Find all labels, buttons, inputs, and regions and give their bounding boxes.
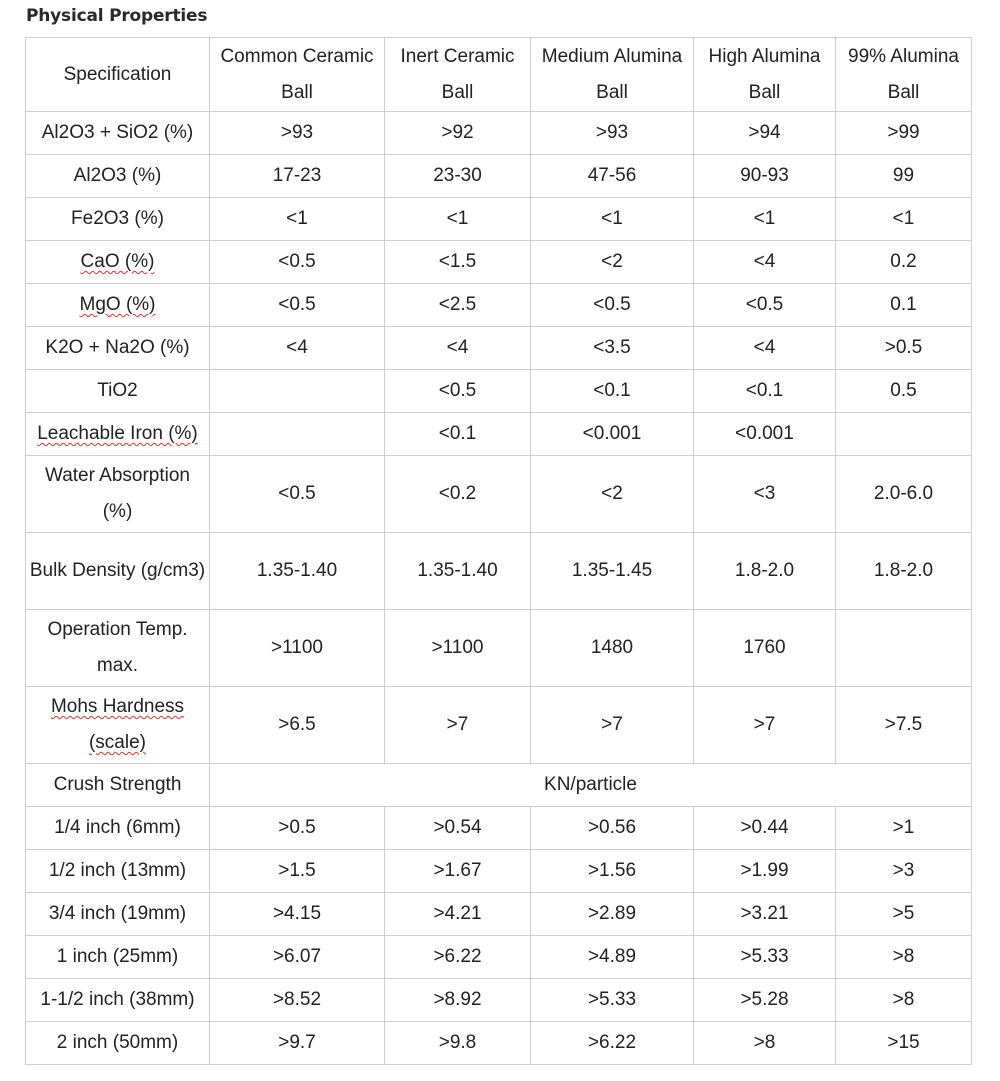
row-label: Al2O3 (%)	[26, 155, 210, 198]
table-cell: <1	[694, 198, 836, 241]
row-label: 1/2 inch (13mm)	[26, 850, 210, 893]
row-label: Water Absorption (%)	[26, 456, 210, 533]
table-cell: >8	[836, 979, 972, 1022]
table-cell: <1	[531, 198, 694, 241]
table-row	[26, 850, 972, 893]
table-cell: >9.7	[210, 1022, 385, 1065]
properties-table	[25, 37, 972, 1065]
row-label-text: MgO (%)	[79, 294, 156, 315]
table-cell: >9.8	[385, 1022, 531, 1065]
row-label: Al2O3 + SiO2 (%)	[26, 112, 210, 155]
table-cell: >1.56	[531, 850, 694, 893]
table-cell	[836, 610, 972, 687]
table-cell: <3.5	[531, 327, 694, 370]
table-cell: <4	[385, 327, 531, 370]
table-cell: >1.99	[694, 850, 836, 893]
table-cell: >6.5	[210, 687, 385, 764]
table-row	[26, 687, 972, 764]
table-cell: >7.5	[836, 687, 972, 764]
table-cell: >2.89	[531, 893, 694, 936]
table-cell: <1	[836, 198, 972, 241]
table-cell: >4.89	[531, 936, 694, 979]
table-cell: >0.44	[694, 807, 836, 850]
row-label	[26, 413, 210, 456]
crush-strength-unit: KN/particle	[210, 764, 972, 807]
table-row	[26, 413, 972, 456]
table-cell: <0.5	[210, 456, 385, 533]
table-cell: <0.5	[210, 241, 385, 284]
table-cell: <0.5	[694, 284, 836, 327]
table-row	[26, 610, 972, 687]
table-cell: >8.92	[385, 979, 531, 1022]
table-cell: >1100	[210, 610, 385, 687]
table-cell: >0.56	[531, 807, 694, 850]
table-cell: <2	[531, 241, 694, 284]
table-cell: >15	[836, 1022, 972, 1065]
table-cell: 17-23	[210, 155, 385, 198]
row-label	[26, 687, 210, 764]
table-cell: >8.52	[210, 979, 385, 1022]
crush-strength-row	[26, 764, 972, 807]
table-cell: 0.1	[836, 284, 972, 327]
table-cell: >0.54	[385, 807, 531, 850]
table-cell: 0.5	[836, 370, 972, 413]
row-label	[26, 241, 210, 284]
table-row	[26, 241, 972, 284]
table-cell: >5.33	[531, 979, 694, 1022]
table-cell: <2.5	[385, 284, 531, 327]
row-label: 2 inch (50mm)	[26, 1022, 210, 1065]
table-cell: 1.35-1.40	[210, 533, 385, 610]
table-cell: <0.001	[694, 413, 836, 456]
table-cell: >5.33	[694, 936, 836, 979]
table-cell: >1100	[385, 610, 531, 687]
row-label: TiO2	[26, 370, 210, 413]
table-cell: >0.5	[210, 807, 385, 850]
table-cell: 47-56	[531, 155, 694, 198]
table-cell: 23-30	[385, 155, 531, 198]
row-label: 3/4 inch (19mm)	[26, 893, 210, 936]
table-row	[26, 807, 972, 850]
row-label: 1 inch (25mm)	[26, 936, 210, 979]
table-row	[26, 456, 972, 533]
table-cell: >92	[385, 112, 531, 155]
table-cell: <0.5	[210, 284, 385, 327]
table-cell: >7	[385, 687, 531, 764]
table-cell: <0.2	[385, 456, 531, 533]
table-cell: <1.5	[385, 241, 531, 284]
table-cell: <0.1	[531, 370, 694, 413]
table-cell	[836, 413, 972, 456]
table-row	[26, 198, 972, 241]
table-row	[26, 327, 972, 370]
header-high-alumina-ball: High Alumina Ball	[694, 38, 836, 112]
table-row	[26, 893, 972, 936]
row-label: Bulk Density (g/cm3)	[26, 533, 210, 610]
header-inert-ceramic-ball: Inert Ceramic Ball	[385, 38, 531, 112]
table-cell: <0.1	[385, 413, 531, 456]
table-cell: >0.5	[836, 327, 972, 370]
crush-strength-label: Crush Strength	[26, 764, 210, 807]
row-label-text: Mohs Hardness (scale)	[50, 696, 185, 753]
row-label: 1-1/2 inch (38mm)	[26, 979, 210, 1022]
row-label: Fe2O3 (%)	[26, 198, 210, 241]
table-row	[26, 370, 972, 413]
table-cell: >6.22	[385, 936, 531, 979]
table-cell: >5.28	[694, 979, 836, 1022]
header-common-ceramic-ball: Common Ceramic Ball	[210, 38, 385, 112]
table-cell: 1.8-2.0	[694, 533, 836, 610]
table-cell	[210, 370, 385, 413]
table-cell: >6.07	[210, 936, 385, 979]
table-cell: 2.0-6.0	[836, 456, 972, 533]
table-cell: 1760	[694, 610, 836, 687]
row-label: Operation Temp. max.	[26, 610, 210, 687]
table-cell: >3.21	[694, 893, 836, 936]
row-label-text: CaO (%)	[80, 251, 155, 272]
page-title: Physical Properties	[26, 6, 208, 26]
header-medium-alumina-ball: Medium Alumina Ball	[531, 38, 694, 112]
table-cell: 99	[836, 155, 972, 198]
table-cell: <0.001	[531, 413, 694, 456]
table-cell: >7	[694, 687, 836, 764]
table-cell	[210, 413, 385, 456]
table-cell: >4.21	[385, 893, 531, 936]
row-label: 1/4 inch (6mm)	[26, 807, 210, 850]
header-specification: Specification	[26, 38, 210, 112]
table-row	[26, 533, 972, 610]
table-cell: <0.5	[531, 284, 694, 327]
table-cell: >94	[694, 112, 836, 155]
table-cell: <4	[210, 327, 385, 370]
table-cell: >3	[836, 850, 972, 893]
table-cell: >5	[836, 893, 972, 936]
table-cell: >99	[836, 112, 972, 155]
table-cell: 1480	[531, 610, 694, 687]
table-row	[26, 979, 972, 1022]
table-cell: <2	[531, 456, 694, 533]
table-cell: <3	[694, 456, 836, 533]
header-99-alumina-ball: 99% Alumina Ball	[836, 38, 972, 112]
table-cell: >1	[836, 807, 972, 850]
table-cell: >8	[836, 936, 972, 979]
table-cell: 1.8-2.0	[836, 533, 972, 610]
table-cell: <0.5	[385, 370, 531, 413]
row-label-text: Leachable Iron (%)	[37, 423, 198, 444]
table-cell: 1.35-1.40	[385, 533, 531, 610]
table-cell: 0.2	[836, 241, 972, 284]
table-row	[26, 155, 972, 198]
table-cell: >7	[531, 687, 694, 764]
table-cell: <4	[694, 327, 836, 370]
table-cell: >1.67	[385, 850, 531, 893]
table-cell: <1	[385, 198, 531, 241]
table-cell: >93	[531, 112, 694, 155]
table-cell: >93	[210, 112, 385, 155]
table-cell: 1.35-1.45	[531, 533, 694, 610]
table-cell: <4	[694, 241, 836, 284]
table-cell: >6.22	[531, 1022, 694, 1065]
table-row	[26, 1022, 972, 1065]
table-cell: <1	[210, 198, 385, 241]
table-row	[26, 112, 972, 155]
table-cell: 90-93	[694, 155, 836, 198]
table-cell: >8	[694, 1022, 836, 1065]
table-cell: >4.15	[210, 893, 385, 936]
row-label: K2O + Na2O (%)	[26, 327, 210, 370]
header-row	[26, 38, 972, 112]
row-label	[26, 284, 210, 327]
table-cell: >1.5	[210, 850, 385, 893]
table-row	[26, 284, 972, 327]
table-row	[26, 936, 972, 979]
table-cell: <0.1	[694, 370, 836, 413]
